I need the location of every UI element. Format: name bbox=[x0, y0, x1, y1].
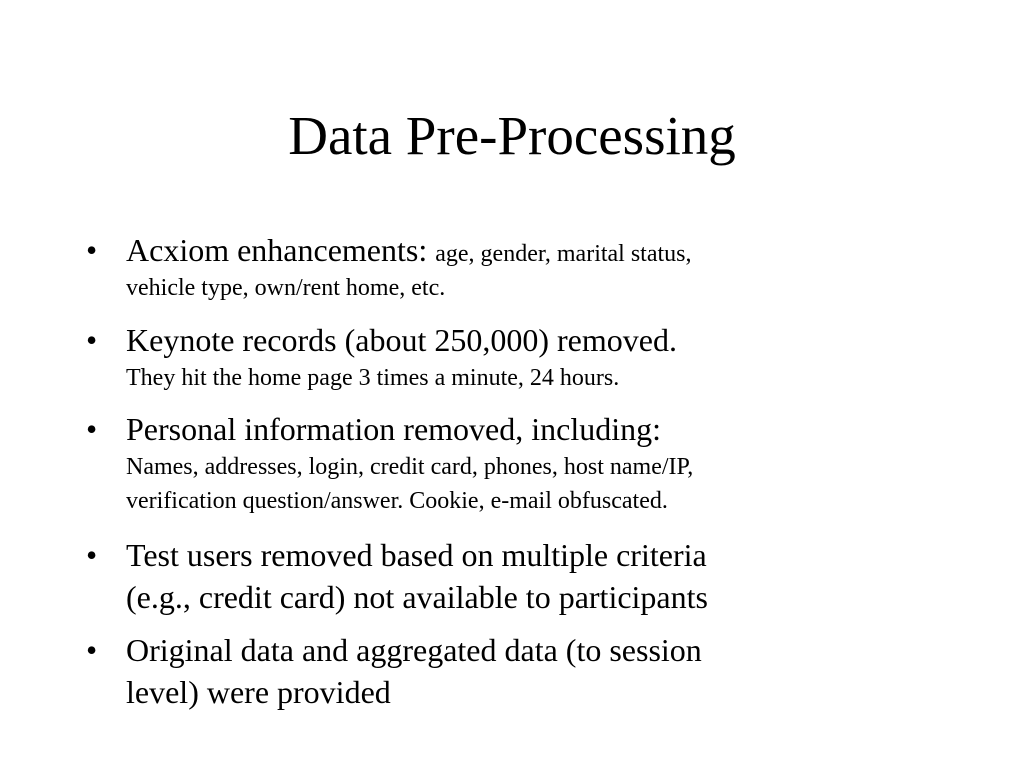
bullet-item-acxiom bbox=[86, 229, 956, 305]
bullet-sub-text: Names, addresses, login, credit card, phones, host name/IP, bbox=[126, 454, 694, 480]
bullet-item-personal-info bbox=[86, 408, 956, 518]
bullet-main-text: level) were provided bbox=[126, 674, 391, 710]
bullet-content bbox=[126, 408, 956, 518]
bullet-main-text: (e.g., credit card) not available to participants bbox=[126, 579, 708, 615]
bullet-main-text: Personal information removed, including: bbox=[126, 411, 661, 447]
bullet-icon: • bbox=[86, 537, 98, 573]
bullet-main-text: Acxiom enhancements: bbox=[126, 232, 436, 268]
bullet-item-original-data bbox=[86, 629, 956, 713]
bullet-main-text: Original data and aggregated data (to session bbox=[126, 632, 702, 668]
bullet-content bbox=[126, 534, 956, 618]
bullet-item-test-users bbox=[86, 534, 956, 618]
bullet-sub-text: verification question/answer. Cookie, e-mail obfuscated. bbox=[126, 488, 668, 514]
bullet-content bbox=[126, 229, 956, 305]
bullet-icon: • bbox=[86, 632, 98, 668]
bullet-first-line bbox=[126, 229, 956, 271]
bullet-sub-text: They hit the home page 3 times a minute, 24 hours. bbox=[126, 365, 620, 391]
slide-title: Data Pre-Processing bbox=[288, 105, 736, 166]
bullet-content bbox=[126, 629, 956, 713]
bullet-item-keynote bbox=[86, 319, 956, 395]
bullet-icon: • bbox=[86, 322, 98, 358]
bullet-sub-text: vehicle type, own/rent home, etc. bbox=[126, 275, 446, 301]
bullet-main-text: Test users removed based on multiple criteria bbox=[126, 537, 707, 573]
bullet-icon: • bbox=[86, 411, 98, 447]
bullet-content bbox=[126, 319, 956, 395]
bullet-sub-text-inline: age, gender, marital status, bbox=[435, 241, 692, 267]
bullet-main-text: Keynote records (about 250,000) removed. bbox=[126, 322, 677, 358]
bullet-icon: • bbox=[86, 232, 98, 268]
